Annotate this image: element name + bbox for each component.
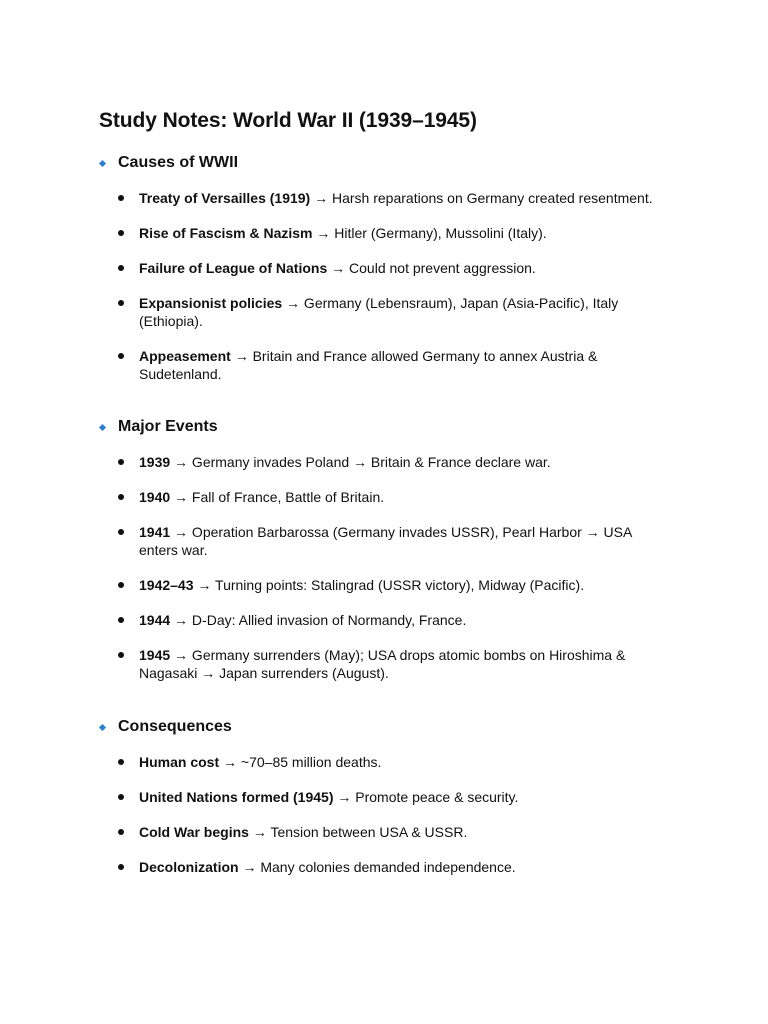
- list-item: [99, 753, 669, 771]
- bullet-list: [99, 189, 669, 383]
- item-text: → Could not prevent aggression.: [327, 260, 536, 276]
- item-text: → Many colonies demanded independence.: [238, 859, 516, 875]
- item-text: → Germany (Lebensraum), Japan (Asia-Pacific), Italy (Ethiopia).: [139, 295, 619, 329]
- item-text: → Promote peace & security.: [333, 789, 519, 805]
- list-item: [99, 576, 669, 594]
- item-text: → Germany surrenders (May); USA drops atomic bombs on Hiroshima & Nagasaki → Japan surrenders (August).: [139, 647, 626, 681]
- list-item: [99, 453, 669, 471]
- list-item: [99, 788, 669, 806]
- section-title: Major Events: [118, 418, 218, 435]
- list-item: [99, 259, 669, 277]
- item-term: 1939: [139, 454, 171, 470]
- list-item: [99, 611, 669, 629]
- item-text: → Tension between USA & USSR.: [248, 824, 468, 840]
- item-term: Cold War begins: [139, 824, 249, 840]
- item-term: United Nations formed (1945): [139, 789, 334, 805]
- list-item: [99, 823, 669, 841]
- section-major-events: [99, 416, 669, 682]
- section-consequences: [99, 716, 669, 876]
- item-term: 1940: [139, 489, 171, 505]
- item-text: → Hitler (Germany), Mussolini (Italy).: [312, 225, 547, 241]
- item-term: Human cost: [139, 754, 220, 770]
- item-term: Decolonization: [139, 859, 239, 875]
- list-item: [99, 646, 659, 682]
- section-title: Causes of WWII: [118, 154, 239, 171]
- diamond-bullet-icon: [99, 723, 106, 730]
- item-term: 1941: [139, 524, 171, 540]
- list-item: [99, 294, 639, 330]
- item-term: Treaty of Versailles (1919): [139, 190, 311, 206]
- item-text: → Operation Barbarossa (Germany invades USSR), Pearl Harbor → USA enters war.: [139, 524, 632, 558]
- item-term: 1942–43: [139, 577, 194, 593]
- item-text: → Fall of France, Battle of Britain.: [170, 489, 385, 505]
- item-text: → D-Day: Allied invasion of Normandy, France.: [170, 612, 467, 628]
- bullet-list: [99, 453, 669, 682]
- item-term: Rise of Fascism & Nazism: [139, 225, 313, 241]
- item-text: → Germany invades Poland → Britain & France declare war.: [170, 454, 551, 470]
- list-item: [99, 347, 639, 383]
- diamond-bullet-icon: [99, 423, 106, 430]
- item-term: Appeasement: [139, 348, 231, 364]
- item-text: → Britain and France allowed Germany to annex Austria & Sudetenland.: [139, 348, 598, 382]
- list-item: [99, 523, 659, 559]
- section-title: Consequences: [118, 718, 232, 735]
- page-title: Study Notes: World War II (1939–1945): [99, 109, 477, 132]
- item-text: → Turning points: Stalingrad (USSR victory), Midway (Pacific).: [193, 577, 585, 593]
- item-text: → Harsh reparations on Germany created resentment.: [310, 190, 653, 206]
- section-heading: [99, 716, 669, 738]
- item-term: Expansionist policies: [139, 295, 283, 311]
- section-causes: [99, 152, 669, 383]
- item-term: 1945: [139, 647, 171, 663]
- section-heading: [99, 416, 669, 438]
- section-heading: [99, 152, 669, 174]
- list-item: [99, 189, 669, 207]
- item-term: Failure of League of Nations: [139, 260, 328, 276]
- list-item: [99, 858, 669, 876]
- list-item: [99, 224, 669, 242]
- list-item: [99, 488, 669, 506]
- bullet-list: [99, 753, 669, 876]
- item-text: → ~70–85 million deaths.: [219, 754, 382, 770]
- diamond-bullet-icon: [99, 159, 106, 166]
- item-term: 1944: [139, 612, 171, 628]
